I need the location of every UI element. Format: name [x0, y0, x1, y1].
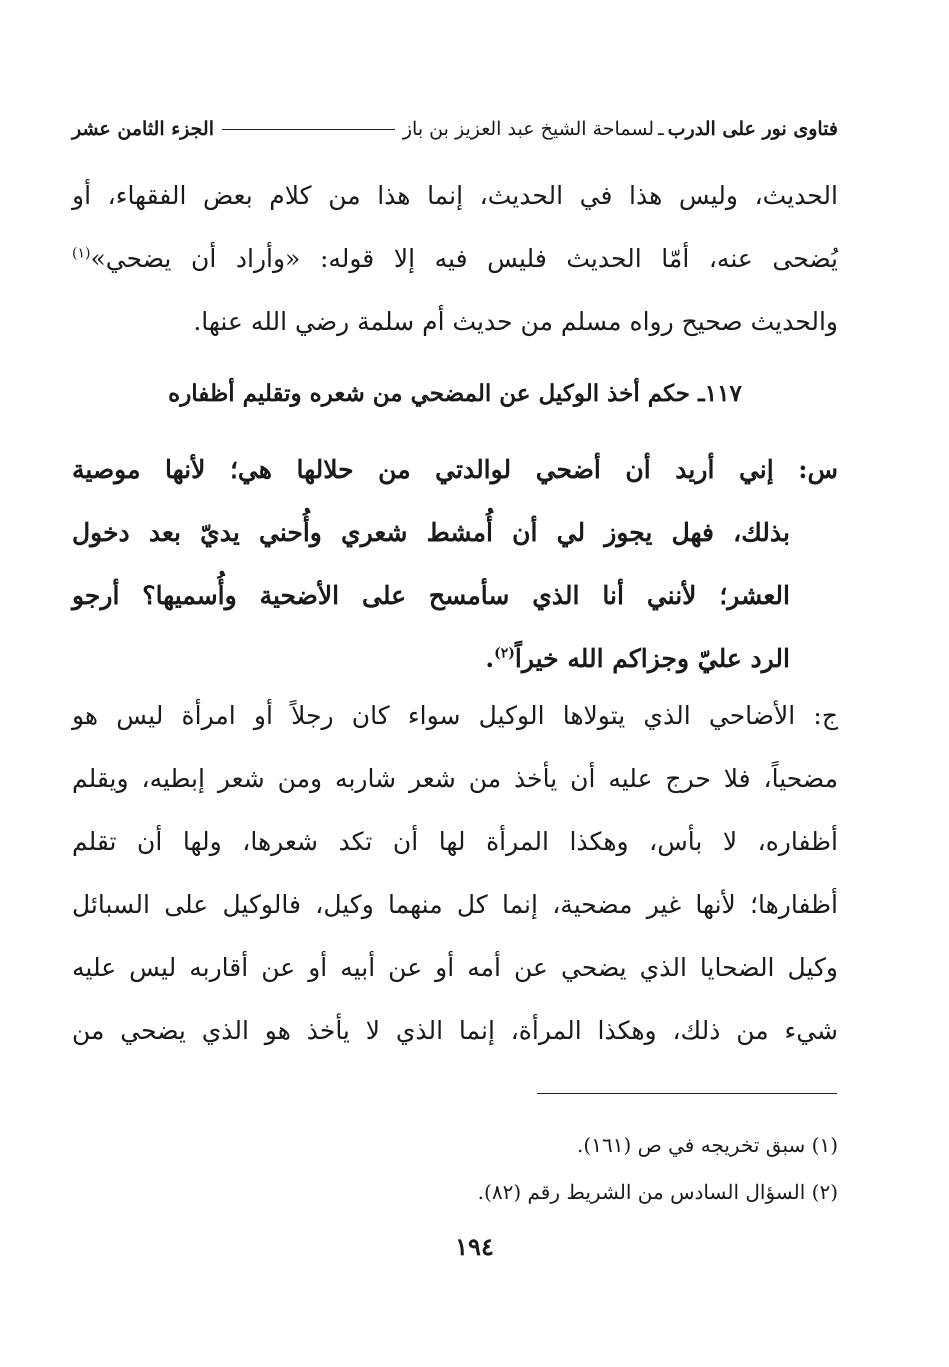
sentence-end: . — [485, 644, 495, 673]
intro-paragraph — [72, 164, 838, 353]
text-line-content: الرد عليّ وجزاكم الله خيراً — [514, 644, 790, 673]
header-rule — [222, 129, 395, 130]
text-line: أظفاره، لا بأس، وهكذا المرأة لها أن تكد شعرها، ولها أن تقلم — [72, 827, 838, 856]
text-line: بذلك، فهل يجوز لي أن أُمشط شعري وأُحني يديّ بعد دخول — [72, 518, 790, 547]
answer-paragraph — [72, 684, 838, 1062]
running-header — [72, 112, 838, 146]
text-line: الحديث، وليس هذا في الحديث، إنما هذا من كلام بعض الفقهاء، أو — [72, 181, 838, 210]
footnote-item: (٢) السؤال السادس من الشريط رقم (٨٢). — [477, 1180, 838, 1204]
volume-label: الجزء الثامن عشر — [72, 118, 214, 140]
text-line — [72, 227, 838, 290]
text-line: وكيل الضحايا الذي يضحي عن أمه أو عن أبيه أو عن أقاربه ليس عليه — [72, 953, 838, 982]
footnote-divider — [537, 1093, 837, 1094]
footnote-ref: (١) — [72, 245, 91, 262]
text-line: مضحياً، فلا حرج عليه أن يأخذ من شعر شاربه ومن شعر إبطيه، ويقلم — [72, 764, 838, 793]
footnotes — [72, 1122, 838, 1216]
footnote-item: (١) سبق تخريجه في ص (١٦١). — [577, 1133, 838, 1157]
text-line: س: إني أريد أن أضحي لوالدتي من حلالها هي؛ لأنها موصية — [72, 455, 838, 484]
header-separator: ـ — [658, 118, 664, 140]
text-line: ج: الأضاحي الذي يتولاها الوكيل سواء كان رجلاً أو امرأة ليس هو — [72, 701, 838, 730]
fatwa-heading: ١١٧ـ حكم أخذ الوكيل عن المضحي من شعره وتقليم أظفاره — [168, 380, 742, 407]
text-line: أظفارها؛ لأنها غير مضحية، إنما كل منهما وكيل، فالوكيل على السبائل — [72, 890, 838, 919]
page-number: ١٩٤ — [455, 1232, 494, 1261]
text-line: شيء من ذلك، وهكذا المرأة، إنما الذي لا يأخذ هو الذي يضحي من — [72, 1016, 838, 1045]
footnote-ref: (٢) — [494, 645, 515, 662]
book-title: فتاوى نور على الدرب — [667, 118, 838, 140]
text-line-content: يُضحى عنه، أمّا الحديث فليس فيه إلا قوله: «وأراد أن يضحي» — [90, 244, 838, 273]
question-paragraph — [72, 438, 838, 690]
text-line: والحديث صحيح رواه مسلم من حديث أم سلمة رضي الله عنها. — [193, 307, 838, 336]
text-line — [72, 627, 838, 690]
text-line: العشر؛ لأنني أنا الذي سأمسح على الأضحية وأُسميها؟ أرجو — [72, 581, 790, 610]
author-name: لسماحة الشيخ عبد العزيز بن باز — [402, 118, 655, 140]
